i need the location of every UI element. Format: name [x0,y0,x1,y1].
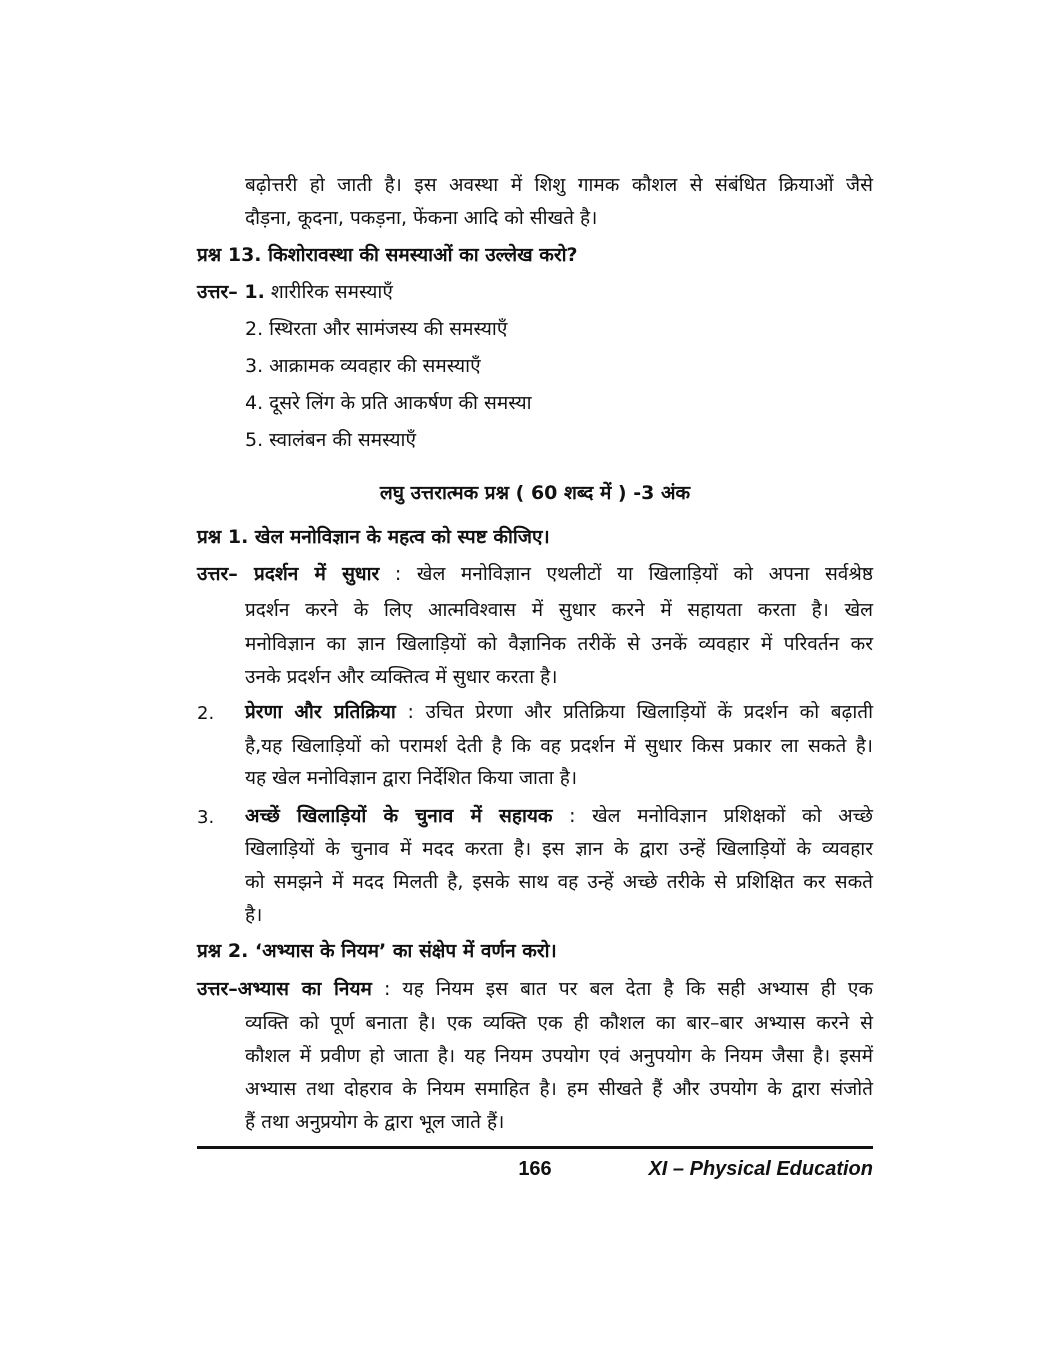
q1-answer-3-line-4: है। [245,904,263,926]
q2-answer-text: : यह नियम इस बात पर बल देता है कि सही अभ्यास ही एक [384,978,873,1000]
q1-answer-1-line-2: प्रदर्शन करने के लिए आत्मविश्वास में सुधार करने में सहायता करता है। खेल [245,599,873,621]
q1-answer-2-line-2: है,यह खिलाड़ियों को परामर्श देती है कि वह प्रदर्शन में सुधार किस प्रकार ला सकते है। [245,735,873,757]
q2-answer-line-1 [197,976,873,1002]
question-1-heading: प्रश्न 1. खेल मनोविज्ञान के महत्व को स्पष्ट कीजिए। [197,526,550,548]
q1-answer-3-line-3: को समझने में मदद मिलती है, इसके साथ वह उन्हें अच्छे तरीके से प्रशिक्षित कर सकते [245,871,873,893]
q1-answer-2-line-1 [245,699,873,725]
q13-item-2: 2. स्थिरता और सामंजस्य की समस्याएँ [245,318,508,340]
book-title: XI – Physical Education [648,1158,873,1180]
q1-answer-1-line-4: उनके प्रदर्शन और व्यक्तित्व में सुधार करता है। [245,666,558,688]
q13-item-1: शारीरिक समस्याएँ [270,281,393,303]
q2-answer-line-5: हैं तथा अनुप्रयोग के द्वारा भूल जाते हैं। [245,1111,505,1133]
section-heading: लघु उत्तरात्मक प्रश्न ( 60 शब्द में ) -3 अंक [379,482,691,504]
question-13-heading: प्रश्न 13. किशोरावस्था की समस्याओं का उल्लेख करो? [197,244,578,266]
q1-answer-2-number: 2. [197,703,215,724]
intro-line-2: दौड़ना, कूदना, पकड़ना, फेंकना आदि को सीखते है। [245,207,598,229]
intro-line-1: बढ़ोत्तरी हो जाती है। इस अवस्था में शिशु गामक कौशल से संबंधित क्रियाओं जैसे [245,174,873,196]
q2-answer-line-4: अभ्यास तथा दोहराव के नियम समाहित है। हम सीखते हैं और उपयोग के द्वारा संजोते [245,1078,873,1100]
q1-answer-2-line-3: यह खेल मनोविज्ञान द्वारा निर्देशित किया जाता है। [245,767,578,789]
page-number: 166 [518,1158,552,1180]
q1-answer-3-number: 3. [197,807,215,828]
q1-answer-1-line-1 [197,561,873,587]
q1-answer-2-label: प्रेरणा और प्रतिक्रिया [245,701,396,723]
q13-answer-line [197,279,393,305]
q13-item-3: 3. आक्रामक व्यवहार की समस्याएँ [245,355,481,377]
question-2-heading: प्रश्न 2. ‘अभ्यास के नियम’ का संक्षेप में वर्णन करो। [197,940,557,962]
q1-answer-3-line-1 [245,803,873,829]
footer-rule [197,1146,873,1149]
q1-answer-1-line-3: मनोविज्ञान का ज्ञान खिलाड़ियों को वैज्ञानिक तरीकें से उनकें व्यवहार में परिवर्तन कर [245,633,873,655]
q13-answer-label: उत्तर– 1. [197,281,265,303]
q1-answer-3-line-2: खिलाड़ियों के चुनाव में मदद करता है। इस ज्ञान के द्वारा उन्हें खिलाड़ियों के व्यवहार [245,838,873,860]
q2-answer-label: उत्तर–अभ्यास का नियम [197,978,372,1000]
q1-answer-3-label: अच्छें खिलाड़ियों के चुनाव में सहायक [245,805,553,827]
q1-answer-1-label: उत्तर– प्रदर्शन में सुधार [197,563,380,585]
q13-item-4: 4. दूसरे लिंग के प्रति आकर्षण की समस्या [245,392,532,414]
q1-answer-3-text: : खेल मनोविज्ञान प्रशिक्षकों को अच्छे [569,805,873,827]
q13-item-5: 5. स्वालंबन की समस्याएँ [245,429,416,451]
q2-answer-line-3: कौशल में प्रवीण हो जाता है। यह नियम उपयोग एवं अनुपयोग के नियम जैसा है। इसमें [245,1045,873,1067]
q1-answer-1-text: : खेल मनोविज्ञान एथलीटों या खिलाड़ियों को अपना सर्वश्रेष्ठ [394,563,874,585]
q2-answer-line-2: व्यक्ति को पूर्ण बनाता है। एक व्यक्ति एक ही कौशल का बार–बार अभ्यास करने से [245,1012,873,1034]
q1-answer-2-text: : उचित प्रेरणा और प्रतिक्रिया खिलाड़ियों कें प्रदर्शन को बढ़ाती [407,701,873,723]
